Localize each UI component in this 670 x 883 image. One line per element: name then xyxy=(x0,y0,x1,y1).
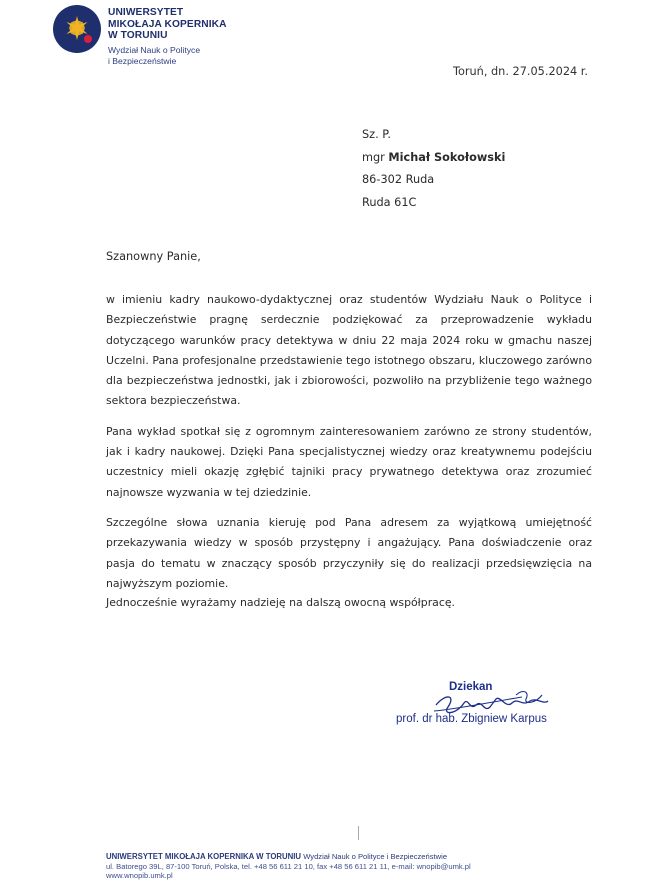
closing-sentence: Jednocześnie wyrażamy nadzieję na dalszą owocną współpracę. xyxy=(106,596,455,609)
letter-date: Toruń, dn. 27.05.2024 r. xyxy=(452,65,588,78)
addressee-block xyxy=(362,124,505,214)
footer-website[interactable]: www.wnopib.umk.pl xyxy=(106,871,173,880)
letter-body xyxy=(106,290,592,604)
letter-footer xyxy=(106,852,471,881)
addressee-city: 86-302 Ruda xyxy=(362,173,435,186)
body-paragraph-2: Pana wykład spotkał się z ogromnym zainteresowaniem zarówno ze strony studentów, jak i kadry naukowej. Dzięki Pana specjalistycznej wiedzy oraz kreatywnemu podejściu uczestnicy mieli okazję zgłębić tajniki pracy prywatnego detektywa oraz zrozumieć najnowsze wyzwania w tej dziedzinie. xyxy=(106,424,592,499)
addressee-name-line: mgr Michał Sokołowski xyxy=(362,150,506,164)
body-paragraph-3: Szczególne słowa uznania kieruję pod Pana adresem za wyjątkową umiejętność przekazywania wiedzy w sposób przystępny i angażujący. Pana doświadczenie oraz pasja do tematu w znaczący sposób przyczyniły się do realizacji przedsięwzięcia na najwyższym poziomie. xyxy=(106,515,592,590)
addressee-street: Ruda 61C xyxy=(362,195,417,209)
salutation: Szanowny Panie, xyxy=(106,250,201,263)
fold-mark xyxy=(358,826,359,840)
signature-name: prof. dr hab. Zbigniew Karpus xyxy=(396,713,547,725)
addressee-name: Michał Sokołowski xyxy=(388,150,506,164)
university-logo-icon xyxy=(52,4,102,54)
footer-address: ul. Batorego 39L, 87-100 Toruń, Polska, tel. +48 56 611 21 10, fax +48 56 611 21 11, e-mail: wnopib@umk.pl xyxy=(106,861,471,871)
addressee-prefix: Sz. P. xyxy=(362,128,391,141)
body-paragraph-1: w imieniu kadry naukowo-dydaktycznej oraz studentów Wydziału Nauk o Polityce i Bezpieczeństwie pragnę serdecznie podziękować za przeprowadzenie wykładu dotyczącego warunków pracy detektywa w dniu 22 maja 2024 roku w gmachu naszej Uczelni. Pana profesjonalne przedstawienie tego istotnego obszaru, kluczowego zarówno dla bezpieczeństwa jednostki, jak i zbiorowości, pozwoliło na przybliżenie tego ważnego sektora bezpieczeństwa. xyxy=(106,293,592,408)
university-name: UNIWERSYTET MIKOŁAJA KOPERNIKA W TORUNIU xyxy=(108,7,227,41)
signature-title: Dziekan xyxy=(449,681,493,693)
faculty-name: Wydział Nauk o Polityce i Bezpieczeństwie xyxy=(108,45,201,66)
footer-institution-line: UNIWERSYTET MIKOŁAJA KOPERNIKA W TORUNIU Wydział Nauk o Polityce i Bezpieczeństwie xyxy=(106,852,448,861)
